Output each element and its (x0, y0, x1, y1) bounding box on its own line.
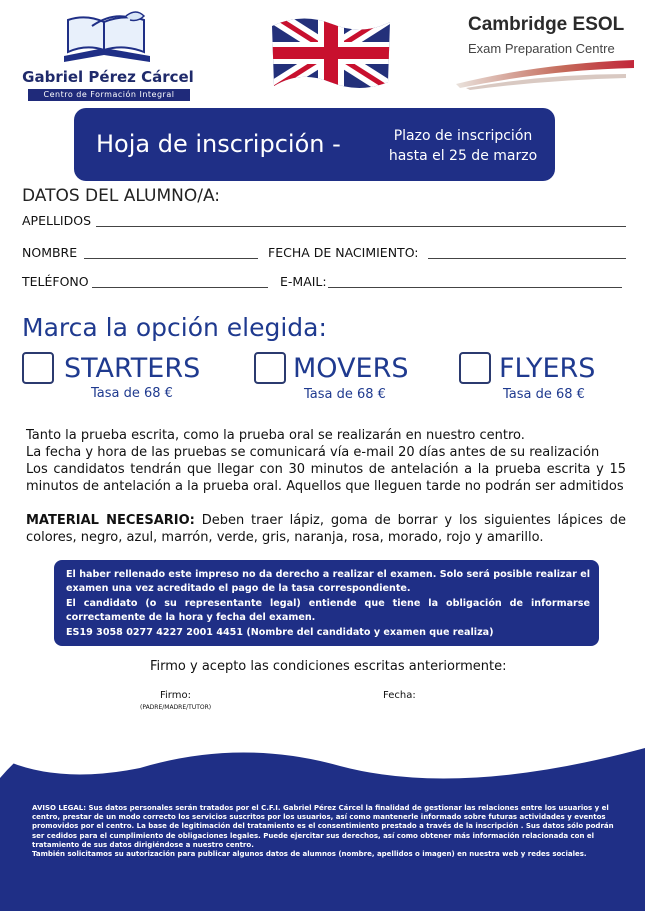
notice-iban: ES19 3058 0277 4227 2001 4451 (Nombre del candidato y examen que realiza) (66, 626, 494, 638)
email-field[interactable] (328, 287, 622, 288)
notice-text (66, 568, 590, 640)
material-text: Deben traer lápiz, goma de borrar y los siguientes lápices de colores, negro, azul, marrón, verde, gris, naranja, rosa, morado, rojo y amarillo. (26, 513, 626, 545)
apellidos-label: APELLIDOS (22, 213, 92, 228)
starters-label: STARTERS (64, 353, 201, 384)
accept-conditions-text: Firmo y acepto las condiciones escritas anteriormente: (150, 659, 507, 674)
legal-text-2: También solicitamos su autorización para publicar algunos datos de alumnos (nombre, apellidos o imagen) en nuestra web y redes sociales. (32, 850, 587, 859)
cambridge-logo (456, 14, 634, 94)
movers-checkbox[interactable] (254, 352, 286, 384)
firmo-label: Firmo: (160, 690, 191, 701)
book-icon (52, 8, 162, 68)
flyers-label: FLYERS (499, 353, 596, 384)
notice-line-2: El candidato (o su representante legal) entiende que tiene la obligación de informarse correctamente de la hora y fecha del examen. (66, 597, 590, 624)
movers-price: Tasa de 68 € (304, 387, 386, 402)
title-banner (74, 108, 555, 181)
swoosh-icon (456, 60, 634, 90)
student-section-title: DATOS DEL ALUMNO/A: (22, 186, 221, 206)
info-line-2: La fecha y hora de las pruebas se comunicará vía e-mail 20 días antes de su realización (26, 445, 600, 460)
movers-label: MOVERS (293, 353, 409, 384)
fecha-label: Fecha: (383, 690, 416, 701)
apellidos-field[interactable] (96, 226, 626, 227)
info-line-1: Tanto la prueba escrita, como la prueba oral se realizarán en nuestro centro. (26, 428, 525, 443)
cambridge-subtitle: Exam Preparation Centre (468, 41, 615, 56)
cambridge-title: Cambridge ESOL (468, 14, 625, 35)
form-title: Hoja de inscripción - (96, 130, 341, 158)
gpc-logo-subtitle: Centro de Formación Integral (28, 89, 190, 101)
material-paragraph (26, 512, 626, 546)
material-label: MATERIAL NECESARIO: (26, 513, 195, 528)
deadline-text (377, 126, 549, 166)
flyers-price: Tasa de 68 € (503, 387, 585, 402)
legal-notice (32, 804, 626, 859)
deadline-line2: hasta el 25 de marzo (388, 148, 538, 164)
telefono-label: TELÉFONO (22, 274, 89, 289)
nombre-field[interactable] (84, 258, 258, 259)
notice-box (54, 560, 599, 646)
gpc-logo-name: Gabriel Pérez Cárcel (22, 68, 194, 86)
notice-line-1: El haber rellenado este impreso no da derecho a realizar el examen. Solo será posible realizar el examen una vez acreditado el pago de la tasa correspondiente. (66, 569, 590, 595)
option-title: Marca la opción elegida: (22, 313, 327, 342)
fecha-nacimiento-field[interactable] (428, 258, 626, 259)
telefono-field[interactable] (92, 287, 268, 288)
firmo-note: (PADRE/MADRE/TUTOR) (140, 704, 212, 711)
starters-checkbox[interactable] (22, 352, 54, 384)
info-line-3: Los candidatos tendrán que llegar con 30 minutos de antelación a la prueba escrita y 15 minutos de antelación a la prueba oral. Aquellos que lleguen tarde no podrán ser admitidos (26, 462, 626, 494)
starters-price: Tasa de 68 € (91, 386, 173, 401)
email-label: E-MAIL: (280, 274, 327, 289)
uk-flag-icon (268, 12, 394, 92)
deadline-line1: Plazo de inscripción (393, 128, 533, 144)
legal-text-1: AVISO LEGAL: Sus datos personales serán tratados por el C.F.I. Gabriel Pérez Cárcel la finalidad de gestionar las relaciones entre los usuarios y el centro, prestar de un modo correcto los servicios suscritos por los usuarios, así como mantenerle informado sobre futuras actividades y eventos promovidos por el centro. La base de legitimación del tratamiento es el consentimiento prestado a través de la inscripción . Sus datos sólo podrán ser cedidos para el cumplimiento de obligaciones legales. Puede ejercitar sus derechos, así como obtener más información relacionada con el tratamiento de sus datos dirigiéndose a nuestro centro. (32, 804, 614, 849)
fecha-nacimiento-label: FECHA DE NACIMIENTO: (268, 245, 419, 260)
nombre-label: NOMBRE (22, 245, 78, 260)
flyers-checkbox[interactable] (459, 352, 491, 384)
gpc-logo (22, 8, 194, 100)
